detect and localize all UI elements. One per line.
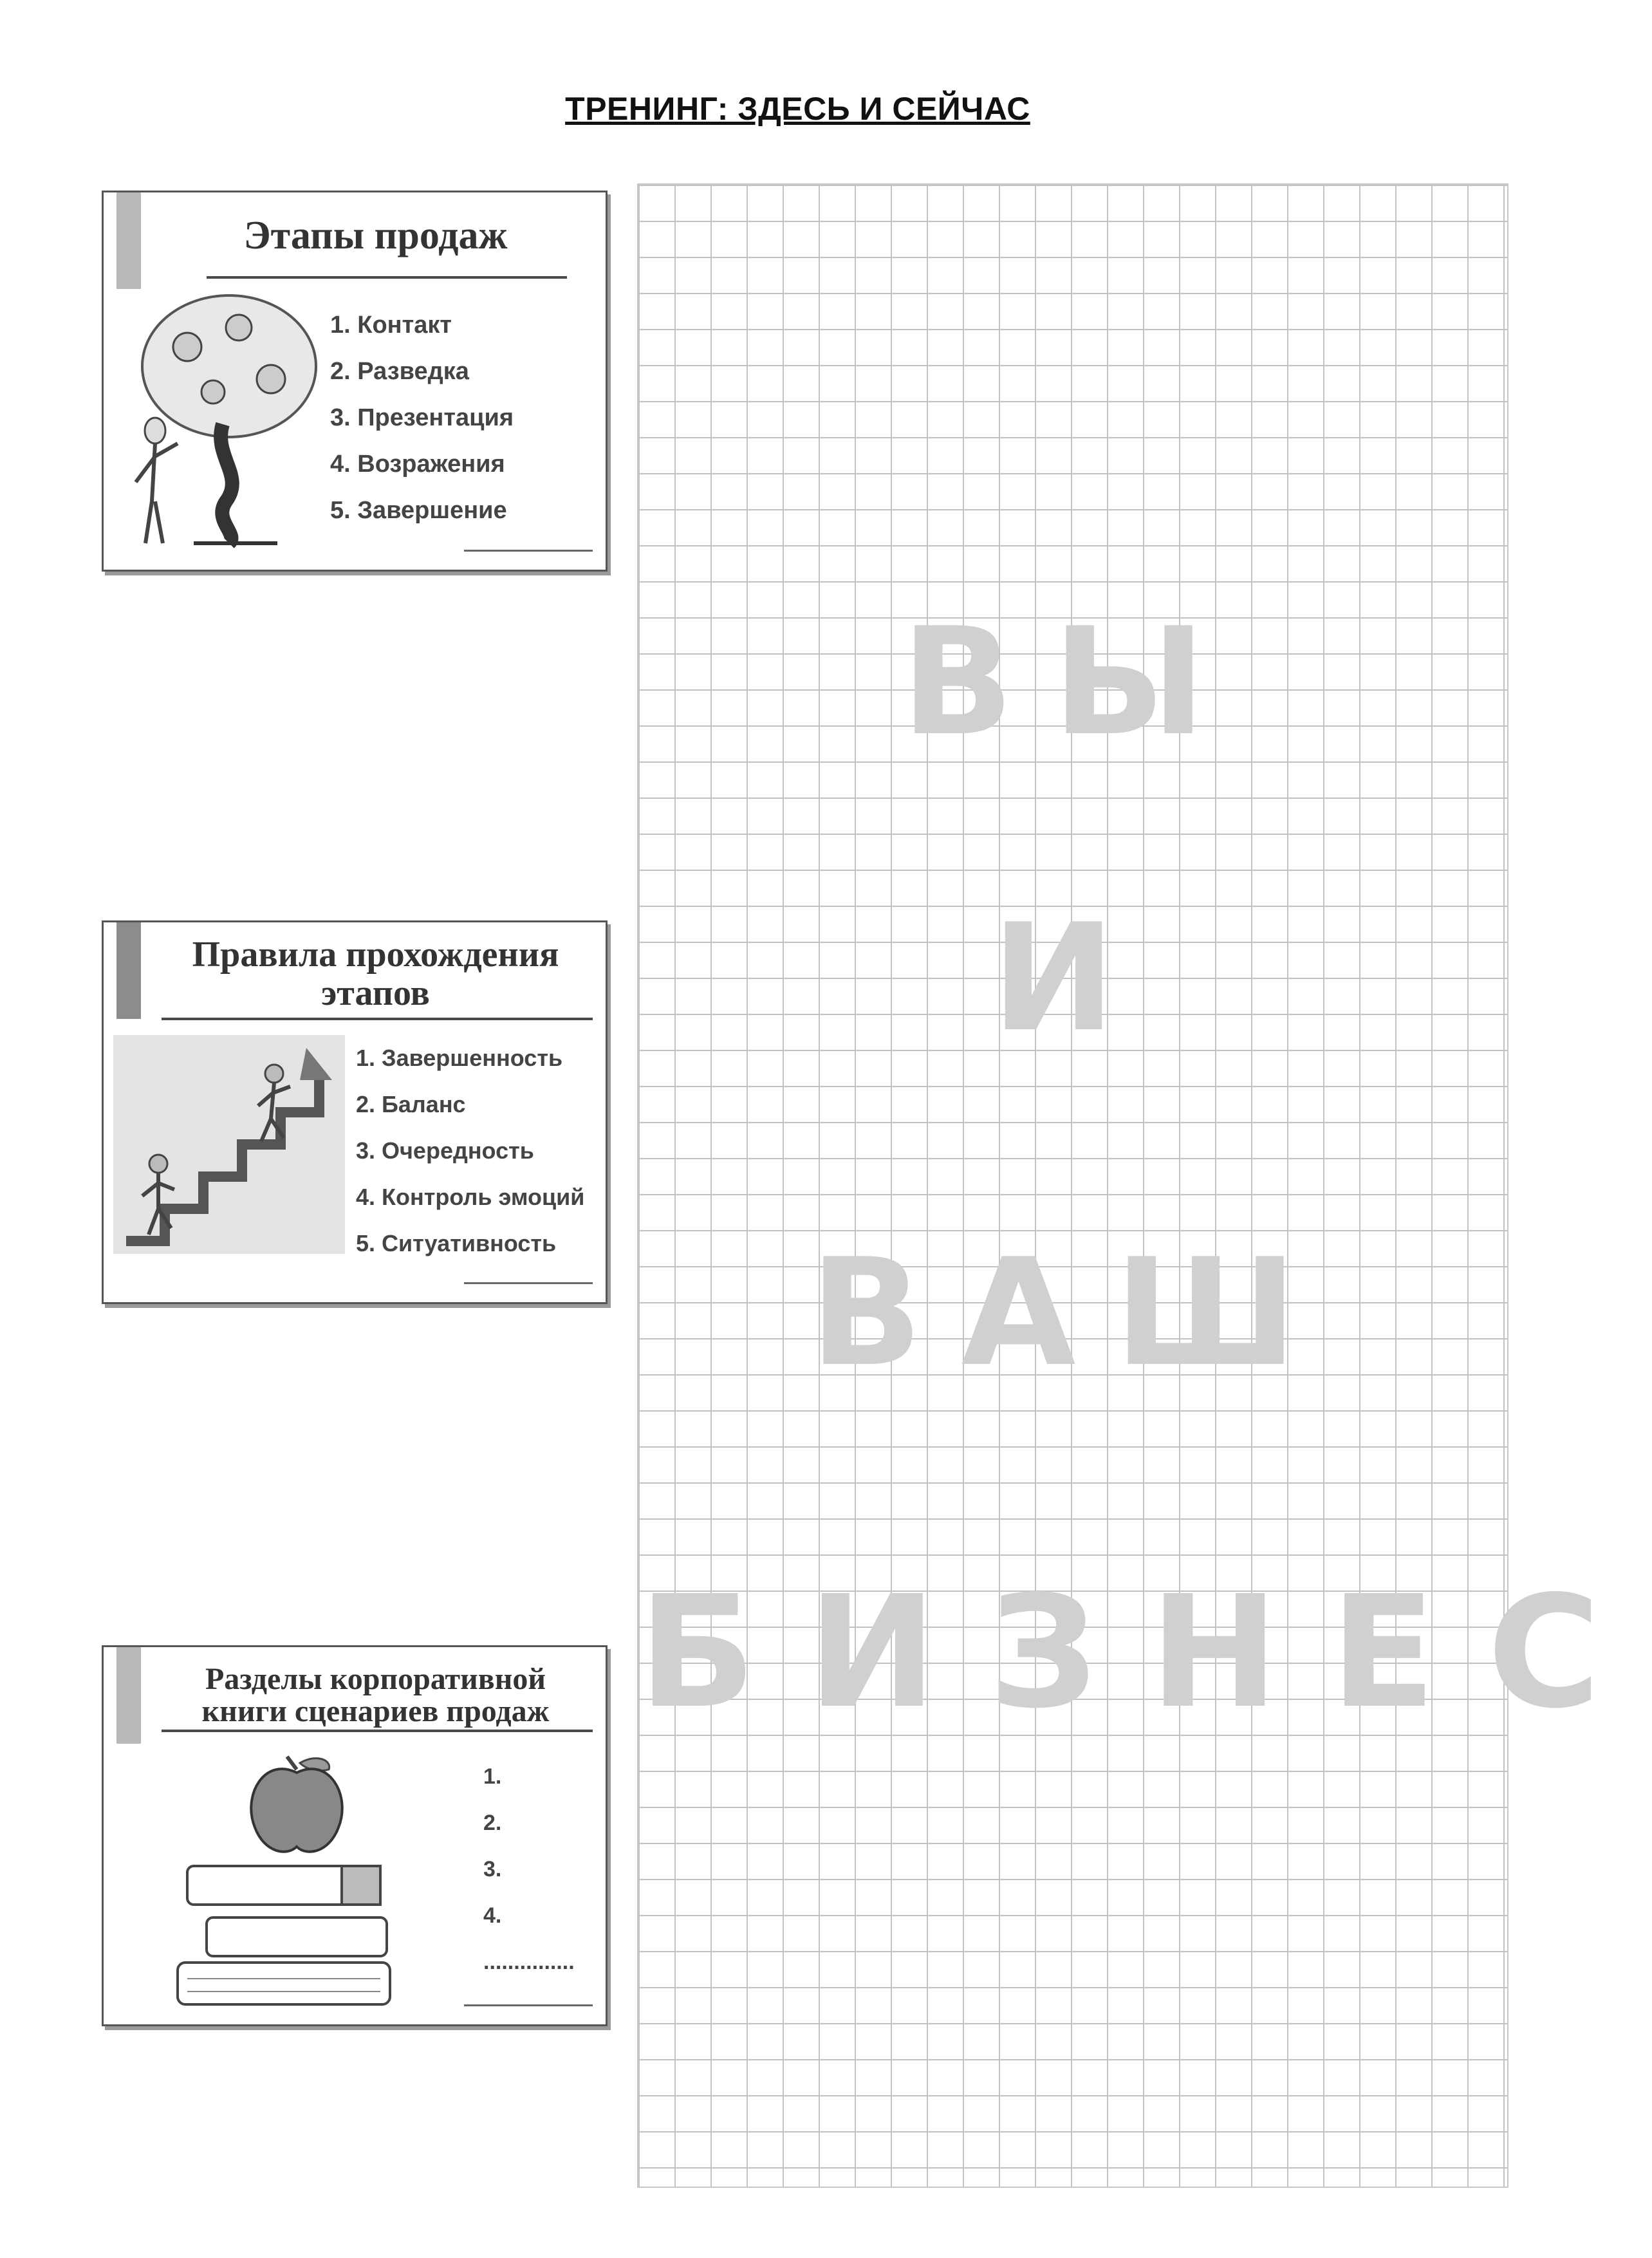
page-title: ТРЕНИНГ: ЗДЕСЬ И СЕЙЧАС [565, 91, 1030, 127]
slide-item-list [483, 1753, 575, 1985]
slide-heading-line-2: этапов [321, 973, 430, 1013]
slide-accent-bar [116, 1647, 141, 1744]
list-item: 2. Баланс [356, 1091, 466, 1117]
slide-heading-rule [162, 1730, 593, 1732]
watermark-line-1: ВЫ [901, 597, 1245, 769]
list-item: 2. Разведка [330, 358, 469, 385]
slide-item-list [330, 302, 514, 534]
list-item: 1. [483, 1764, 502, 1789]
slide-accent-bar [116, 922, 141, 1019]
slide-accent-bar [116, 192, 141, 289]
apple-tree-illustration [116, 289, 329, 553]
list-item: ............... [483, 1950, 575, 1974]
list-item: 4. [483, 1903, 502, 1928]
slide-stage-rules [102, 920, 608, 1304]
slide-sales-book-sections [102, 1645, 608, 2026]
watermark-line-3: ВАШ [810, 1227, 1336, 1399]
list-item: 4. Возражения [330, 451, 505, 478]
watermark-line-2: И [991, 893, 1155, 1065]
list-item: 5. Завершение [330, 497, 507, 524]
slide-heading: Правила прохождения [192, 935, 559, 975]
slide-heading: Этапы продаж [243, 214, 508, 257]
apple-on-books-illustration [168, 1744, 425, 2008]
slide-heading: Разделы корпоративной [205, 1662, 546, 1696]
list-item: 3. [483, 1857, 502, 1881]
list-item: 5. Ситуативность [356, 1230, 557, 1256]
slide-heading-rule [162, 1018, 593, 1020]
slide-footer-rule [464, 550, 593, 552]
list-item: 2. [483, 1811, 502, 1835]
list-item: 4. Контроль эмоций [356, 1184, 585, 1210]
list-item: 3. Презентация [330, 404, 514, 431]
slide-footer-rule [464, 2004, 593, 2006]
slide-footer-rule [464, 1282, 593, 1284]
slide-sales-stages [102, 191, 608, 572]
note-grid-area [637, 183, 1652, 2188]
staircase-climbers-illustration [113, 1035, 345, 1254]
list-item: 1. Завершенность [356, 1045, 563, 1071]
slide-item-list [356, 1035, 584, 1267]
watermark-line-4: БИЗНЕС [638, 1562, 1652, 1742]
slide-heading-line-2: книги сценариев продаж [201, 1694, 550, 1728]
slide-heading-rule [207, 276, 567, 279]
list-item: 3. Очередность [356, 1137, 534, 1164]
list-item: 1. Контакт [330, 312, 452, 339]
